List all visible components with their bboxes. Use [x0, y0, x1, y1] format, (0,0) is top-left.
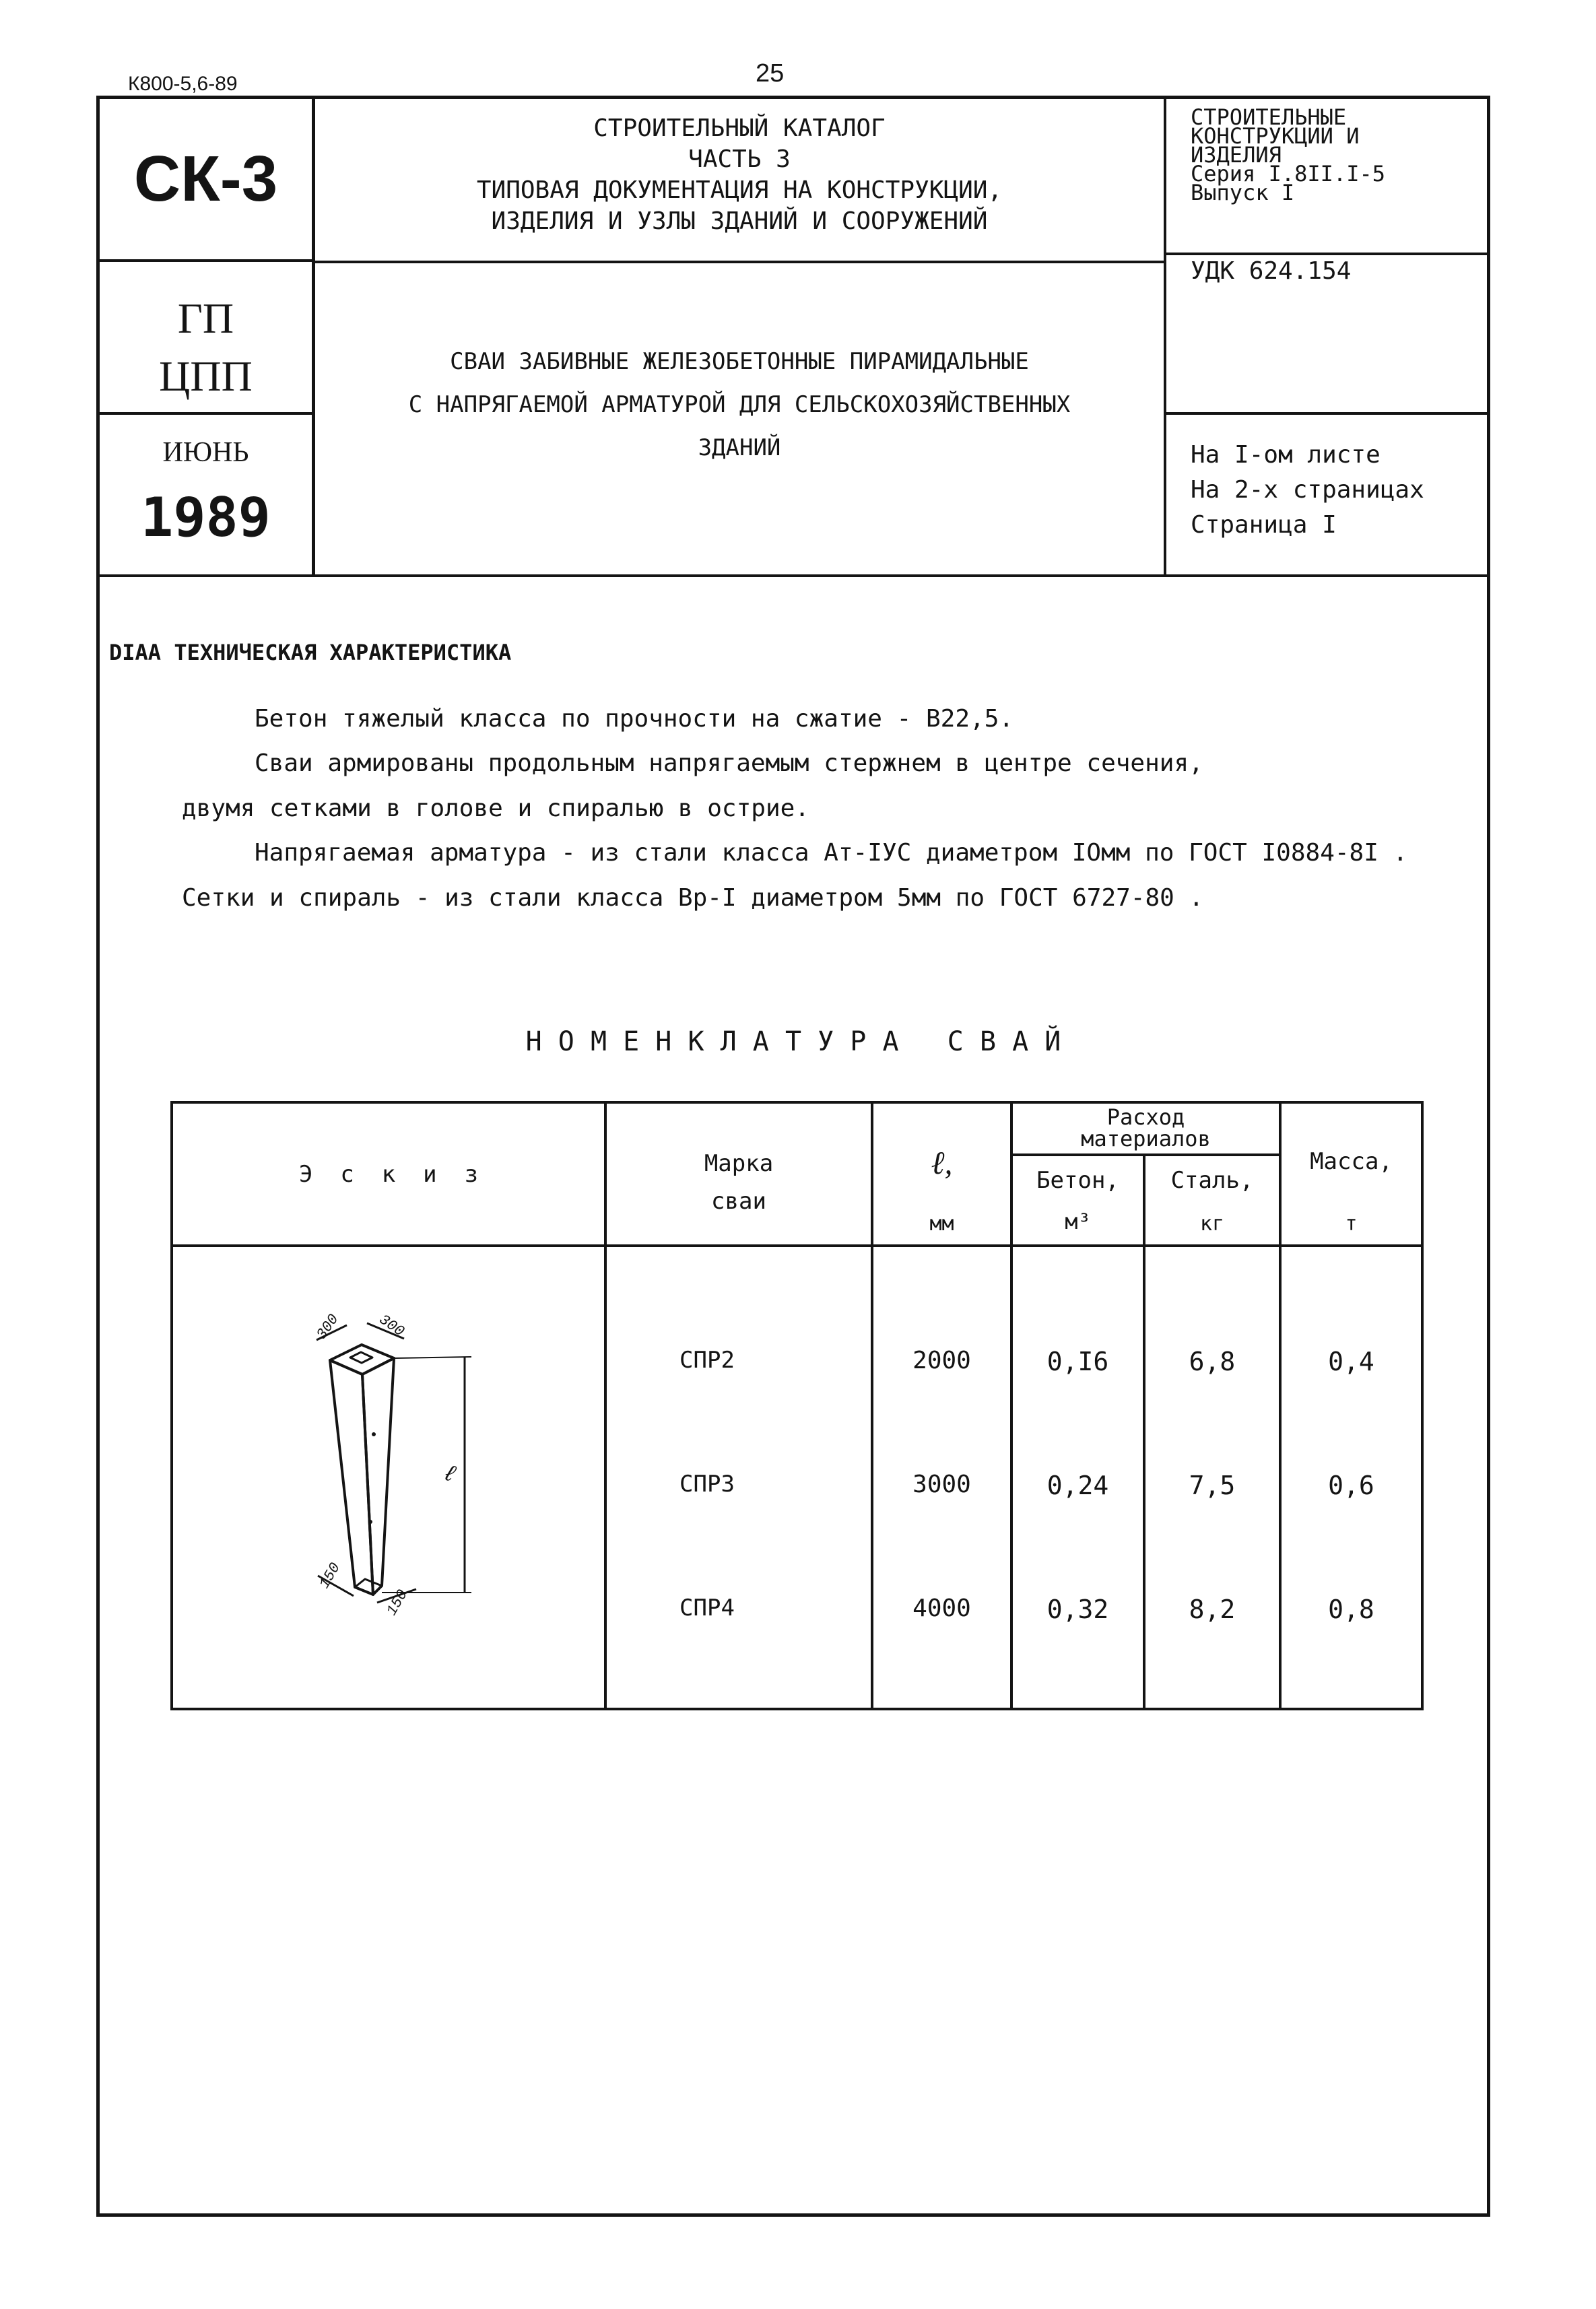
header-steel: Сталь,	[1170, 1167, 1254, 1194]
header-consumption	[1013, 1106, 1279, 1149]
right-col-divider-1	[1164, 253, 1490, 255]
consumption-sub-line	[1010, 1153, 1282, 1156]
publisher	[100, 290, 312, 405]
pile-top-plate	[350, 1352, 372, 1363]
pile-right-face	[362, 1358, 394, 1595]
cell-length: 2000	[912, 1347, 971, 1374]
series-line: СТРОИТЕЛЬНЫЕ	[1191, 104, 1347, 130]
issue-year: 1989	[141, 486, 271, 549]
pile-tip	[355, 1579, 382, 1595]
cell-concrete: 0,24	[1046, 1471, 1109, 1500]
dim-top-a: 300	[313, 1311, 343, 1343]
table-title: Н О М Е Н К Л А Т У Р А С В А Й	[525, 1026, 1061, 1057]
pile-mark-2	[368, 1520, 372, 1524]
catalog-code	[100, 99, 312, 259]
catalog-title-line: ИЗДЕЛИЯ И УЗЛЫ ЗДАНИЙ И СООРУЖЕНИЙ	[491, 207, 988, 235]
cell-length: 4000	[912, 1595, 971, 1622]
catalog-title-line: СТРОИТЕЛЬНЫЙ КАТАЛОГ	[593, 114, 886, 142]
cell-steel: 8,2	[1189, 1595, 1236, 1624]
header-right-col-line	[1164, 96, 1166, 577]
header-mark	[607, 1145, 871, 1220]
header-concrete-unit: м³	[1065, 1209, 1091, 1234]
table-bottom-line	[170, 1708, 1424, 1710]
cell-mass: 0,4	[1328, 1347, 1374, 1376]
left-col-divider-2	[96, 412, 315, 415]
cell-concrete: 0,I6	[1046, 1347, 1109, 1376]
page-number: 25	[756, 59, 785, 88]
document-code: К800-5,6-89	[128, 73, 238, 95]
header-sketch-text: Э с к и з	[298, 1160, 479, 1188]
catalog-title	[315, 113, 1164, 237]
publisher-line-2: ЦПП	[159, 352, 253, 400]
product-title-line: СВАИ ЗАБИВНЫЕ ЖЕЛЕЗОБЕТОННЫЕ ПИРАМИДАЛЬНЫЕ	[450, 348, 1029, 375]
publisher-line-1: ГП	[177, 294, 234, 342]
series-line: КОНСТРУКЦИИ И	[1191, 123, 1360, 149]
header-length: ℓ,	[931, 1145, 953, 1181]
header-consumption-line: Расход	[1106, 1104, 1185, 1130]
dim-length-label: ℓ	[438, 1461, 461, 1490]
right-col-divider-2	[1164, 412, 1490, 415]
sheet-info-line: На 2-х страницах	[1191, 476, 1424, 504]
paragraph-line: Сваи армированы продольным напрягаемым стержнем в центре сечения,	[255, 749, 1203, 777]
product-title-line: С НАПРЯГАЕМОЙ АРМАТУРОЙ ДЛЯ СЕЛЬСКОХОЗЯЙСТВЕННЫХ	[408, 391, 1071, 418]
dim-length-ext-top	[394, 1357, 471, 1358]
pile-mark-1	[372, 1432, 376, 1436]
cell-steel: 7,5	[1189, 1471, 1236, 1500]
frame-bottom-line	[96, 2213, 1490, 2217]
header-mark-line: Марка	[704, 1150, 774, 1177]
col-sep-4	[1143, 1155, 1145, 1710]
cell-mass: 0,8	[1328, 1595, 1374, 1624]
cell-length: 3000	[912, 1471, 971, 1498]
header-sketch	[173, 1104, 604, 1244]
udk-code: УДК 624.154	[1191, 257, 1352, 285]
product-title	[315, 340, 1164, 469]
catalog-title-line: ТИПОВАЯ ДОКУМЕНТАЦИЯ НА КОНСТРУКЦИИ,	[476, 176, 1003, 204]
catalog-title-line: ЧАСТЬ 3	[688, 145, 791, 173]
sheet-info	[1191, 438, 1487, 543]
left-col-divider-1	[96, 259, 315, 262]
paragraph-line: Напрягаемая арматура - из стали класса Ат-IУС диаметром IОмм по ГОСТ I0884-8I .	[255, 839, 1408, 867]
pile-top-face	[330, 1345, 394, 1374]
dim-bottom-b: 150	[383, 1586, 411, 1619]
cell-mark: СПР3	[679, 1471, 735, 1498]
header-length-unit: мм	[929, 1212, 954, 1236]
paragraph-line: Бетон тяжелый класса по прочности на сжатие - В22,5.	[255, 705, 1014, 733]
dim-bottom-a: 150	[316, 1560, 344, 1592]
sheet-info-line: На I-ом листе	[1191, 441, 1381, 469]
header-mass-unit: т	[1345, 1212, 1358, 1236]
table-right-line	[1421, 1101, 1424, 1710]
cell-steel: 6,8	[1189, 1347, 1236, 1376]
series-line: ИЗДЕЛИЯ	[1191, 142, 1282, 168]
cell-mark: СПР2	[679, 1347, 735, 1374]
cell-mark: СПР4	[679, 1595, 735, 1621]
pile-sketch	[303, 1306, 505, 1623]
table-header-line	[170, 1244, 1424, 1247]
series-block	[1191, 104, 1487, 205]
catalog-code-text: СК-3	[133, 143, 278, 215]
header-mass: Масса,	[1310, 1148, 1393, 1175]
product-title-line: ЗДАНИЙ	[698, 434, 781, 461]
issue-month: ИЮНЬ	[162, 437, 249, 468]
paragraph-line: двумя сетками в голове и спиралью в острие.	[182, 795, 809, 822]
header-bottom-line	[96, 574, 1490, 577]
sheet-info-line: Страница I	[1191, 511, 1337, 539]
middle-col-divider	[312, 261, 1166, 263]
paragraph-line: Сетки и спираль - из стали класса Вр-I диаметром 5мм по ГОСТ 6727-80 .	[182, 884, 1204, 912]
series-line: Серия I.8II.I-5	[1191, 161, 1385, 187]
dim-top-b: 300	[375, 1311, 407, 1341]
header-consumption-line: материалов	[1081, 1126, 1211, 1151]
section-heading: DIAA ТЕХНИЧЕСКАЯ ХАРАКТЕРИСТИКА	[109, 640, 512, 665]
series-line: Выпуск I	[1191, 180, 1295, 205]
cell-concrete: 0,32	[1046, 1595, 1109, 1624]
cell-mass: 0,6	[1328, 1471, 1374, 1500]
header-concrete: Бетон,	[1036, 1167, 1119, 1194]
header-mark-line: сваи	[711, 1188, 766, 1215]
header-steel-unit: кг	[1199, 1212, 1225, 1236]
